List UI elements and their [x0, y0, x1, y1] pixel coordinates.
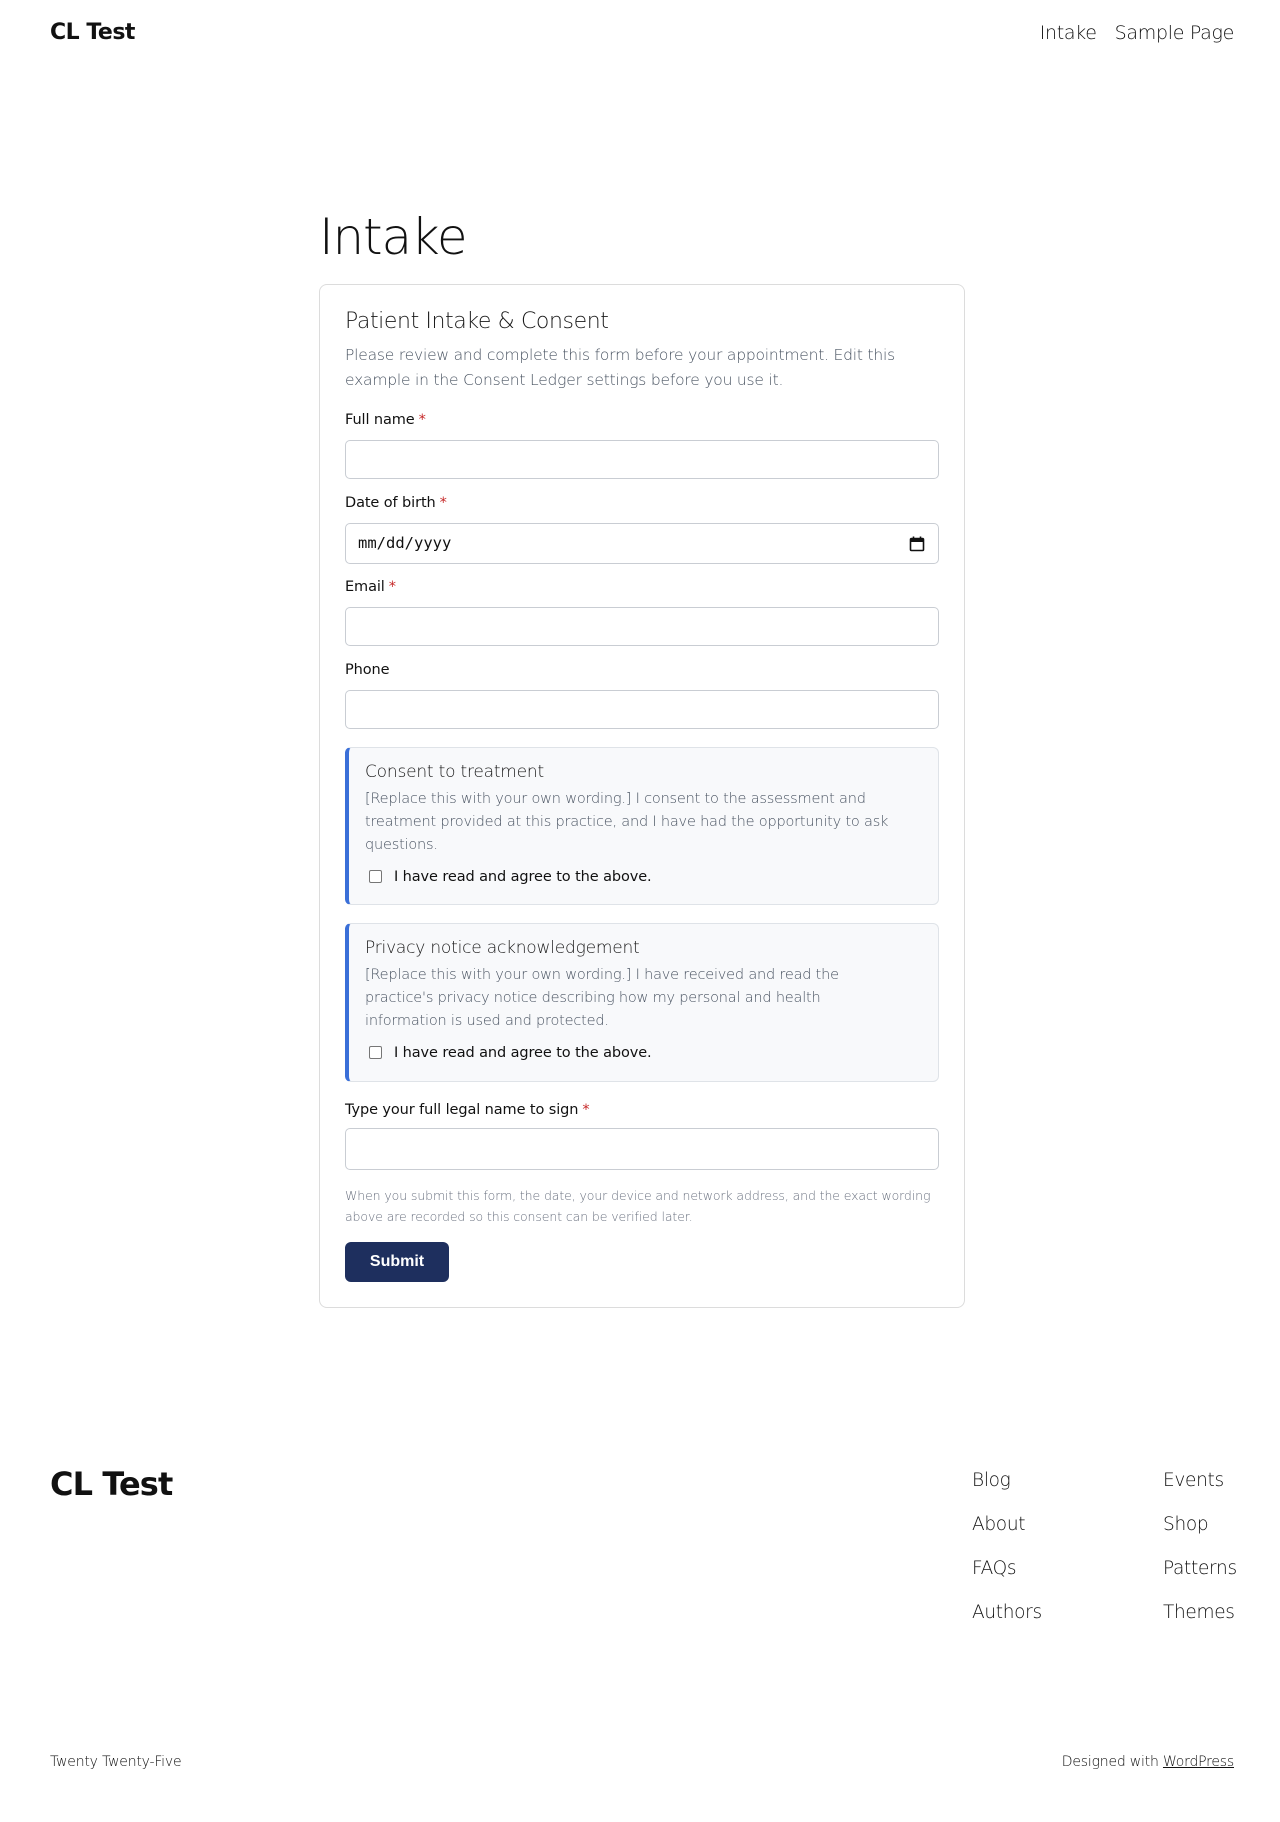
footer-nav-col-1: [972, 1468, 1042, 1625]
header-nav: [1040, 22, 1234, 44]
email-label-text: Email: [345, 579, 385, 595]
footer-site-title[interactable]: CL Test: [50, 1465, 173, 1503]
consent-title: Privacy notice acknowledgement: [365, 938, 640, 958]
footer-link-authors[interactable]: Authors: [972, 1602, 1042, 1623]
required-marker: *: [439, 495, 447, 511]
required-marker: *: [582, 1102, 590, 1118]
dob-placeholder: mm/dd/yyyy: [358, 534, 452, 552]
required-marker: *: [388, 579, 396, 595]
consent-treatment-checkbox[interactable]: [369, 870, 382, 883]
signature-label-text: Type your full legal name to sign: [345, 1102, 579, 1118]
signature-input[interactable]: [345, 1128, 939, 1170]
footer-link-faqs[interactable]: FAQs: [972, 1558, 1017, 1579]
site-title-link[interactable]: CL Test: [50, 20, 135, 45]
consent-title: Consent to treatment: [365, 762, 544, 782]
consent-privacy-checkbox[interactable]: [369, 1046, 382, 1059]
footer-link-patterns[interactable]: Patterns: [1163, 1558, 1237, 1579]
email-label: [345, 579, 396, 595]
form-intro: Please review and complete this form before your appointment. Edit this example in the Consent Ledger settings before you use it.: [345, 346, 895, 389]
nav-link-sample-page[interactable]: Sample Page: [1114, 22, 1234, 44]
consent-box-treatment: [345, 747, 939, 905]
consent-text: [Replace this with your own wording.] I consent to the assessment and treatment provided at this practice, and I have had the opportunity to ask questions.: [365, 791, 889, 853]
page-title: Intake: [319, 208, 467, 266]
intake-form-card: [319, 284, 965, 1308]
calendar-icon[interactable]: [909, 536, 925, 552]
email-input[interactable]: [345, 607, 939, 646]
consent-privacy-checkbox-label[interactable]: I have read and agree to the above.: [394, 1045, 652, 1061]
footer-theme-name: Twenty Twenty-Five: [50, 1754, 182, 1770]
footer-credit: [1062, 1754, 1234, 1770]
phone-label: [345, 662, 389, 678]
dob-label-text: Date of birth: [345, 495, 436, 511]
full-name-label: [345, 412, 426, 428]
submit-button[interactable]: Submit: [345, 1242, 449, 1282]
form-heading: Patient Intake & Consent: [345, 309, 609, 334]
footer-link-blog[interactable]: Blog: [972, 1470, 1011, 1491]
consent-text: [Replace this with your own wording.] I have received and read the practice's privacy notice describing how my personal and health information is used and protected.: [365, 967, 839, 1029]
signature-label: [345, 1102, 590, 1118]
footer-link-themes[interactable]: Themes: [1163, 1602, 1235, 1623]
full-name-input[interactable]: [345, 440, 939, 479]
phone-input[interactable]: [345, 690, 939, 729]
consent-box-privacy: [345, 923, 939, 1082]
footer-credit-prefix: Designed with: [1061, 1754, 1159, 1770]
footer-link-shop[interactable]: Shop: [1163, 1514, 1209, 1535]
full-name-label-text: Full name: [345, 412, 415, 428]
footer-wordpress-link[interactable]: WordPress: [1162, 1754, 1234, 1770]
required-marker: *: [418, 412, 426, 428]
footer-link-about[interactable]: About: [972, 1514, 1026, 1535]
footer-link-events[interactable]: Events: [1163, 1470, 1224, 1491]
footer-nav-col-2: [1163, 1468, 1237, 1625]
dob-input[interactable]: [345, 523, 939, 564]
audit-note: When you submit this form, the date, your device and network address, and the exact wording above are recorded so this consent can be verified later.: [345, 1188, 931, 1224]
site-header: [0, 0, 1280, 72]
phone-label-text: Phone: [345, 662, 390, 678]
dob-label: [345, 495, 447, 511]
nav-link-intake[interactable]: Intake: [1039, 22, 1097, 44]
consent-treatment-checkbox-label[interactable]: I have read and agree to the above.: [394, 869, 652, 885]
